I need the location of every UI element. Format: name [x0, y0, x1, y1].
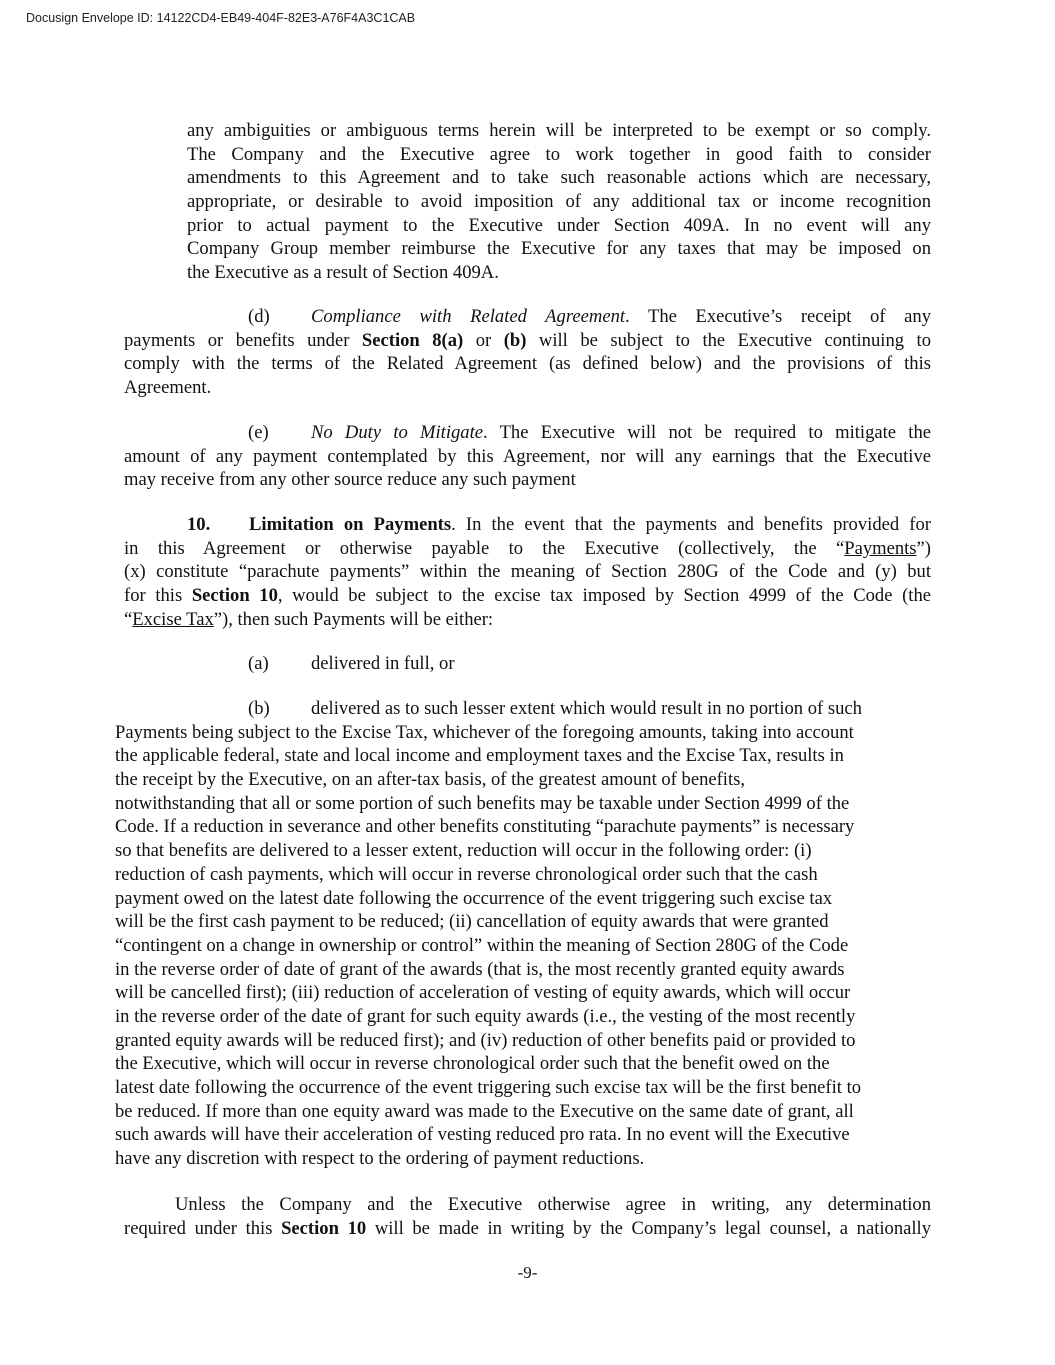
bold-text: Limitation on Payments — [249, 514, 452, 535]
text-line — [124, 468, 931, 492]
text-run: . In the event that the payments and benefits provided for — [451, 514, 931, 535]
text-line — [115, 1052, 945, 1076]
text-line — [115, 792, 945, 816]
text-run: the Executive as a result of Section 409A. — [187, 262, 499, 284]
text-line — [115, 1123, 945, 1147]
text-line — [124, 584, 931, 608]
text-run: Code. If a reduction in severance and other benefits constituting “parachute payments” is necessary — [115, 816, 855, 838]
text-line — [115, 1100, 945, 1124]
text-line — [115, 721, 945, 745]
text-line — [124, 608, 931, 632]
paragraph-no-duty-to-mitigate — [124, 421, 931, 492]
text-run: may receive from any other source reduce any such payment — [124, 469, 576, 491]
text-line — [124, 421, 931, 445]
text-line — [115, 887, 945, 911]
text-run: such awards will have their acceleration of vesting reduced pro rata. In no event will the Executive — [115, 1124, 850, 1146]
bold-text: Section 10 — [191, 585, 278, 607]
text-run: the applicable federal, state and local income and employment taxes and the Excise Tax, results in — [115, 745, 844, 767]
text-line — [187, 237, 931, 261]
text-run: the receipt by the Executive, on an after-tax basis, of the greatest amount of benefits, — [115, 769, 746, 791]
text-line — [187, 166, 931, 190]
text-run: in this Agreement or otherwise payable to the Executive (collectively, the “ — [124, 537, 845, 559]
text-line — [115, 981, 945, 1005]
text-line — [124, 513, 931, 537]
text-run: comply with the terms of the Related Agreement (as defined below) and the provisions of this — [124, 353, 931, 375]
text-run: (a) — [248, 653, 269, 674]
text-line — [124, 560, 931, 584]
text-run: Agreement. — [124, 377, 212, 399]
text-run: delivered in full, or — [311, 653, 455, 674]
text-run: . The Executive will not be required to mitigate the — [483, 422, 931, 443]
text-run: will be the first cash payment to be reduced; (ii) cancellation of equity awards that were granted — [115, 911, 829, 933]
text-run: any ambiguities or ambiguous terms herein will be interpreted to be exempt or so comply. — [187, 120, 931, 141]
text-run: granted equity awards will be reduced first); and (iv) reduction of other benefits paid or provided to — [115, 1029, 856, 1051]
text-run: prior to actual payment to the Executive under Section 409A. In no event will any — [187, 214, 931, 236]
text-line — [124, 537, 931, 561]
text-line — [115, 910, 945, 934]
text-run: “contingent on a change in ownership or control” within the meaning of Section 280G of the Code — [115, 934, 849, 956]
text-run: will be cancelled first); (iii) reduction of acceleration of vesting of equity awards, which will occur — [115, 982, 851, 1004]
bold-text: 10. — [187, 514, 211, 535]
text-run: ”), then such Payments will be either: — [213, 608, 494, 630]
text-run: in the reverse order of the date of grant for such equity awards (i.e., the vesting of the most recently — [115, 1005, 856, 1027]
text-run: (d) — [248, 306, 270, 327]
text-run: (e) — [248, 422, 269, 443]
bold-text: Section 10 — [281, 1217, 367, 1239]
text-run: payments or benefits under — [124, 329, 362, 351]
text-line — [124, 329, 931, 353]
text-run: amount of any payment contemplated by this Agreement, nor will any earnings that the Executive — [124, 445, 931, 467]
text-run: , would be subject to the excise tax imposed by Section 4999 of the Code (the — [277, 585, 931, 607]
italic-text: No Duty to Mitigate — [311, 422, 484, 443]
section-label — [248, 305, 311, 329]
text-line — [124, 1193, 931, 1217]
text-line — [115, 768, 945, 792]
text-line — [187, 214, 931, 238]
section-label — [187, 513, 249, 537]
text-run: reduction of cash payments, which will occur in reverse chronological order such that the cash — [115, 863, 818, 885]
text-line — [124, 305, 931, 329]
text-line — [115, 863, 945, 887]
text-line — [115, 697, 862, 721]
text-run: for this — [124, 585, 192, 607]
paragraph-409a-continuation — [187, 119, 931, 285]
paragraph-compliance-related-agreement — [124, 305, 931, 400]
docusign-envelope-id: Docusign Envelope ID: 14122CD4-EB49-404F-82E3-A76F4A3C1CAB — [26, 11, 416, 25]
bold-text: (b) — [503, 329, 527, 351]
text-line — [115, 1005, 945, 1029]
paragraph-delivered-in-full — [124, 652, 931, 676]
text-line — [124, 1217, 931, 1241]
text-run: will be made in writing by the Company’s legal counsel, a nationally — [366, 1217, 932, 1239]
text-run: “ — [124, 608, 133, 630]
section-label — [248, 697, 311, 721]
text-line — [115, 744, 945, 768]
text-run: Company Group member reimburse the Executive for any taxes that may be imposed on — [187, 238, 931, 260]
text-line — [187, 261, 931, 285]
text-run: in the reverse order of date of grant of the awards (that is, the most recently granted equity awards — [115, 958, 845, 980]
text-line — [124, 352, 931, 376]
text-run: (b) — [248, 698, 270, 719]
text-run: so that benefits are delivered to a lesser extent, reduction will occur in the following order: (i) — [115, 840, 812, 862]
underlined-text: Payments — [844, 537, 917, 559]
bold-text: Section 8(a) — [361, 329, 464, 351]
text-line — [187, 190, 931, 214]
text-run: be reduced. If more than one equity award was made to the Executive on the same date of grant, all — [115, 1100, 854, 1122]
text-line — [124, 652, 931, 676]
text-run: . The Executive’s receipt of any — [625, 306, 931, 327]
text-run: appropriate, or desirable to avoid imposition of any additional tax or income recognition — [187, 191, 931, 213]
text-run: amendments to this Agreement and to take such reasonable actions which are necessary, — [187, 167, 931, 189]
text-line — [115, 934, 945, 958]
text-run: ”) — [916, 537, 931, 559]
text-line — [115, 815, 945, 839]
text-line — [124, 445, 931, 469]
text-line — [124, 376, 931, 400]
text-line — [187, 119, 931, 143]
text-run: have any discretion with respect to the ordering of payment reductions. — [115, 1148, 645, 1170]
text-run: latest date following the occurrence of the event triggering such excise tax will be the first benefit to — [115, 1077, 862, 1098]
text-line — [115, 958, 945, 982]
italic-text: Compliance with Related Agreement — [311, 306, 626, 327]
text-run: will be subject to the Executive continuing to — [526, 329, 931, 351]
underlined-text: Excise Tax — [132, 608, 214, 630]
paragraph-determination — [124, 1193, 931, 1240]
section-label — [248, 421, 311, 445]
text-run: delivered as to such lesser extent which would result in no portion of such — [311, 698, 862, 719]
text-run: the Executive, which will occur in reverse chronological order such that the benefit owed on the — [115, 1053, 830, 1075]
text-run: payment owed on the latest date following the occurrence of the event triggering such excise tax — [115, 887, 833, 909]
text-run: Payments being subject to the Excise Tax, whichever of the foregoing amounts, taking into account — [115, 721, 854, 743]
text-line — [115, 1029, 945, 1053]
text-run: The Company and the Executive agree to work together in good faith to consider — [187, 143, 931, 165]
text-run: notwithstanding that all or some portion of such benefits may be taxable under Section 4999 of the — [115, 792, 850, 814]
text-run: required under this — [124, 1217, 282, 1239]
text-line — [115, 1076, 945, 1100]
text-line — [115, 1147, 945, 1171]
text-run: or — [463, 329, 504, 351]
text-run: (x) constitute “parachute payments” within the meaning of Section 280G of the Code and (y) but — [124, 561, 931, 583]
page-number: -9- — [517, 1263, 538, 1282]
text-run: Unless the Company and the Executive otherwise agree in writing, any determination — [175, 1194, 931, 1215]
paragraph-delivered-lesser-extent — [115, 697, 945, 1171]
section-label — [248, 652, 311, 676]
paragraph-limitation-on-payments — [124, 513, 931, 631]
text-line — [187, 143, 931, 167]
text-line — [115, 839, 945, 863]
